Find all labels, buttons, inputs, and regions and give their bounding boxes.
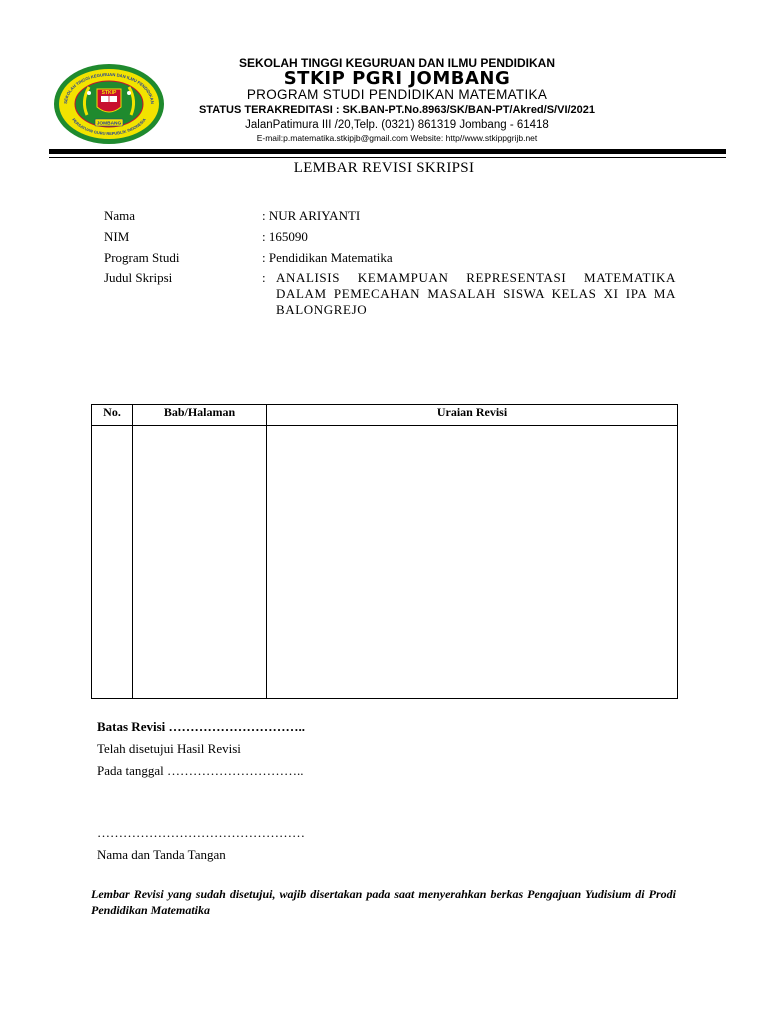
field-label-judul: Judul Skripsi [104, 270, 173, 285]
field-label-nim: NIM [104, 229, 130, 244]
header-divider-thin [49, 157, 726, 158]
approval-date: Pada tanggal ………………………….. [97, 763, 304, 778]
revision-table [91, 404, 678, 699]
field-label-nama: Nama [104, 208, 136, 223]
signature-label: Nama dan Tanda Tangan [97, 847, 226, 862]
field-value-nama: : NUR ARIYANTI [262, 208, 361, 223]
logo-label: STKIP [101, 90, 117, 96]
contact-info: E-mail:p.matematika.stkipjb@gmail.com Website: http//www.stkippgrijb.net [256, 133, 538, 143]
college-name: STKIP PGRI JOMBANG [283, 68, 511, 89]
approval-text: Telah disetujui Hasil Revisi [97, 741, 241, 756]
signature-line: ………………………………………… [97, 825, 305, 840]
column-header-no: No. [92, 405, 133, 426]
field-value-program: : Pendidikan Matematika [262, 250, 393, 265]
header-divider-thick [49, 149, 726, 154]
table-row [92, 426, 678, 699]
cell-no [92, 426, 133, 699]
field-value-judul: ANALISIS KEMAMPUAN REPRESENTASI MATEMATIKA DALAM PEMECAHAN MASALAH SISWA KELAS XI IPA MA BALONGREJO [276, 270, 676, 317]
revision-deadline: Batas Revisi ………………………….. [97, 719, 305, 734]
accreditation-status: STATUS TERAKREDITASI : SK.BAN-PT.No.8963/SK/BAN-PT/Akred/S/VI/2021 [198, 104, 596, 116]
field-value-nim: : 165090 [262, 229, 308, 244]
field-label-program: Program Studi [104, 250, 180, 265]
column-header-bab: Bab/Halaman [133, 405, 267, 426]
logo-text-bottom: PERSATUAN GURU REPUBLIK INDONESIA [71, 117, 147, 137]
document-title: LEMBAR REVISI SKRIPSI [293, 160, 475, 176]
footer-note: Lembar Revisi yang sudah disetujui, wajib disertakan pada saat menyerahkan berkas Pengajuan Yudisium di Prodi Pendidikan Matematika [91, 887, 676, 917]
cell-bab [133, 426, 267, 699]
logo-text-top: SEKOLAH TINGGI KEGURUAN DAN ILMU PENDIDIKAN [62, 71, 156, 104]
logo-banner: JOMBANG [96, 121, 122, 127]
program-name: PROGRAM STUDI PENDIDIKAN MATEMATIKA [246, 87, 548, 102]
cell-uraian [267, 426, 678, 699]
table-header-row [92, 405, 678, 426]
address: JalanPatimura III /20,Telp. (0321) 861319 Jombang - 61418 [245, 119, 549, 131]
stkip-pgri-logo [53, 63, 165, 145]
column-header-uraian: Uraian Revisi [267, 405, 678, 426]
institution-name: SEKOLAH TINGGI KEGURUAN DAN ILMU PENDIDIKAN [238, 56, 555, 70]
field-colon-judul: : [262, 270, 266, 285]
